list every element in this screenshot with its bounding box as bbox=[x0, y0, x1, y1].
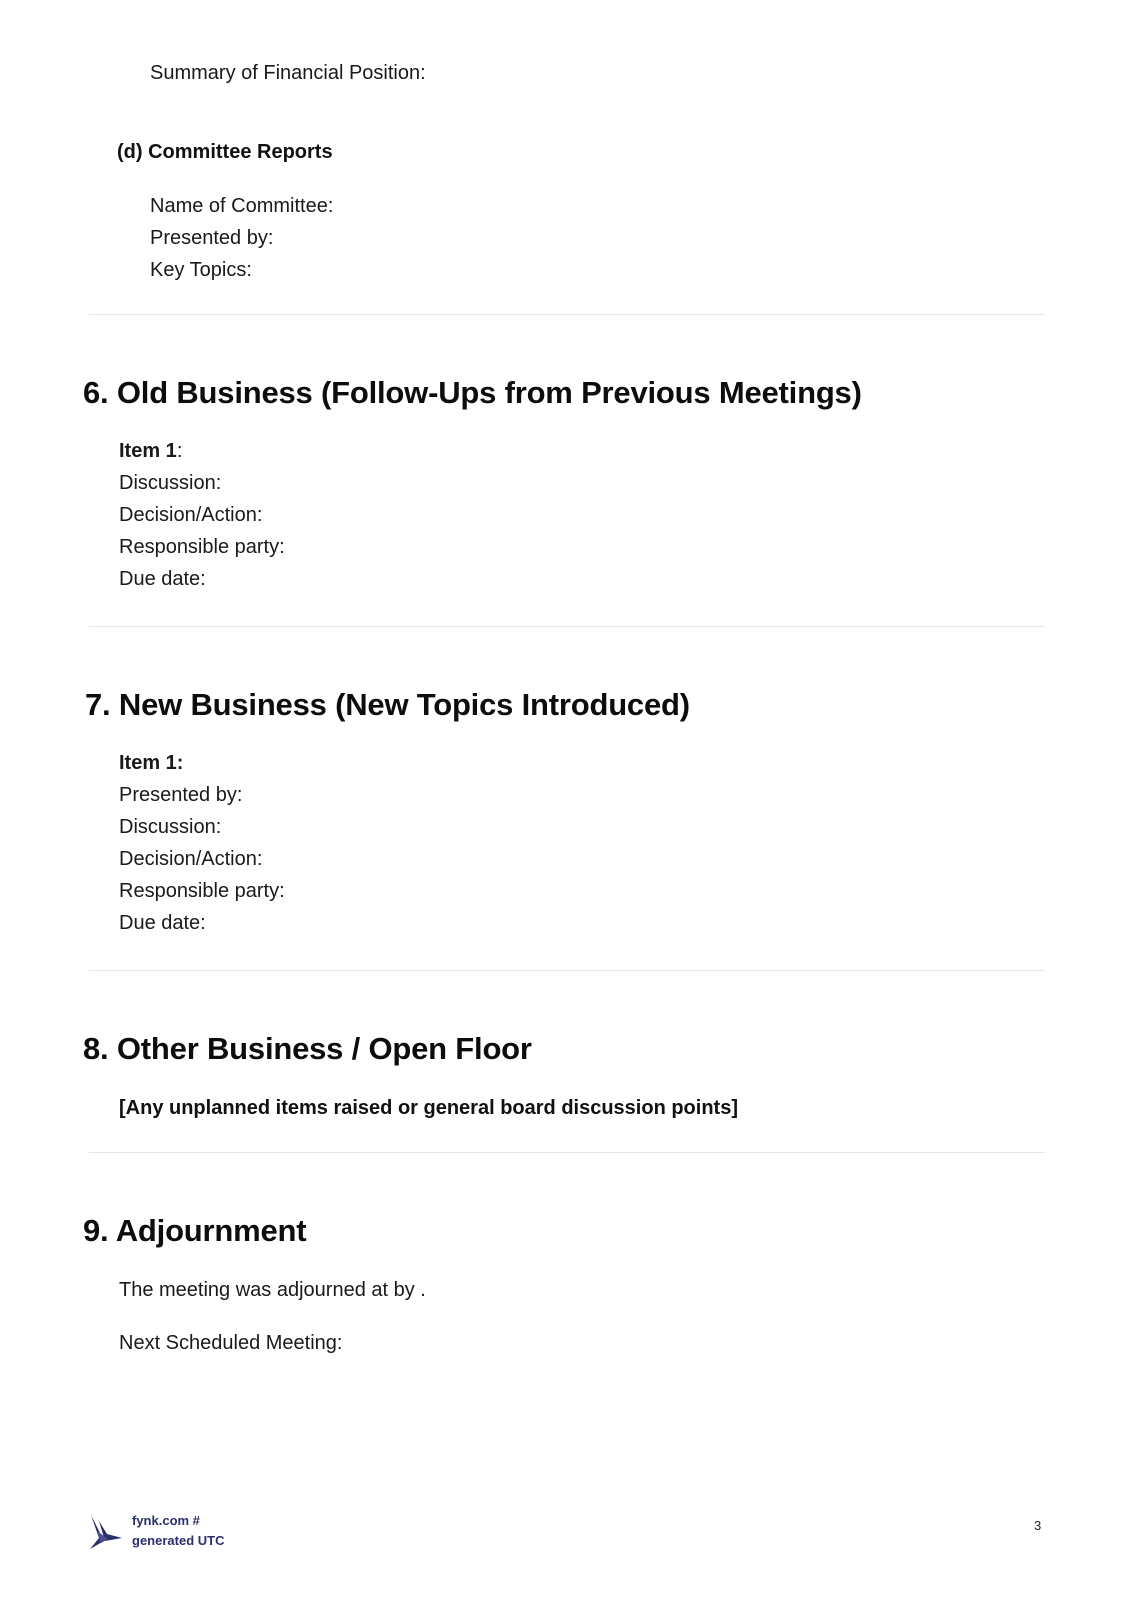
section-7-decision-label: Decision/Action: bbox=[119, 848, 263, 870]
divider bbox=[89, 970, 1045, 971]
section-9-title: Adjournment bbox=[115, 1213, 307, 1248]
section-8-number: 8. bbox=[83, 1031, 109, 1066]
divider bbox=[89, 626, 1045, 627]
footer-site-label: fynk.com # bbox=[132, 1513, 200, 1528]
section-6-title: Old Business (Follow-Ups from Previous Meetings) bbox=[116, 375, 862, 410]
section-7-presented-by-label: Presented by: bbox=[119, 784, 243, 806]
section-9-number: 9. bbox=[83, 1213, 109, 1248]
section-7-title: New Business (New Topics Introduced) bbox=[118, 687, 690, 722]
page-number: 3 bbox=[1034, 1518, 1042, 1533]
committee-reports-heading bbox=[117, 140, 333, 164]
section-6-item-label: Item 1 bbox=[119, 440, 177, 462]
section-7-responsible-label: Responsible party: bbox=[119, 880, 285, 902]
section-8-note: [Any unplanned items raised or general board discussion points] bbox=[119, 1097, 738, 1119]
section-7-due-date-label: Due date: bbox=[119, 912, 206, 934]
fynk-logo-icon bbox=[88, 1512, 124, 1552]
adjournment-statement: The meeting was adjourned at by . bbox=[119, 1279, 426, 1301]
section-6-discussion-label: Discussion: bbox=[119, 472, 222, 494]
section-6-item-1 bbox=[119, 439, 182, 463]
section-7-discussion-label: Discussion: bbox=[119, 816, 222, 838]
committee-name-label: Name of Committee: bbox=[150, 195, 334, 217]
section-6-decision-label: Decision/Action: bbox=[119, 504, 263, 526]
section-6-item-colon: : bbox=[176, 440, 183, 462]
section-6-responsible-label: Responsible party: bbox=[119, 536, 285, 558]
section-6-heading bbox=[83, 374, 862, 412]
committee-presented-by-label: Presented by: bbox=[150, 227, 274, 249]
section-7-number: 7. bbox=[85, 687, 111, 722]
section-9-heading bbox=[83, 1212, 306, 1250]
section-6-number: 6. bbox=[83, 375, 109, 410]
section-7-item-1: Item 1: bbox=[119, 752, 184, 774]
committee-reports-marker: (d) bbox=[117, 141, 143, 163]
section-8-heading bbox=[83, 1030, 532, 1068]
footer-generated-label: generated UTC bbox=[132, 1533, 225, 1548]
committee-key-topics-label: Key Topics: bbox=[150, 259, 252, 281]
next-scheduled-meeting-label: Next Scheduled Meeting: bbox=[119, 1332, 343, 1354]
section-6-due-date-label: Due date: bbox=[119, 568, 206, 590]
divider bbox=[89, 1152, 1045, 1153]
section-8-title: Other Business / Open Floor bbox=[116, 1031, 532, 1066]
divider bbox=[89, 314, 1045, 315]
committee-reports-title: Committee Reports bbox=[148, 141, 333, 163]
section-7-heading bbox=[85, 686, 690, 724]
summary-financial-position-label: Summary of Financial Position: bbox=[150, 62, 426, 84]
